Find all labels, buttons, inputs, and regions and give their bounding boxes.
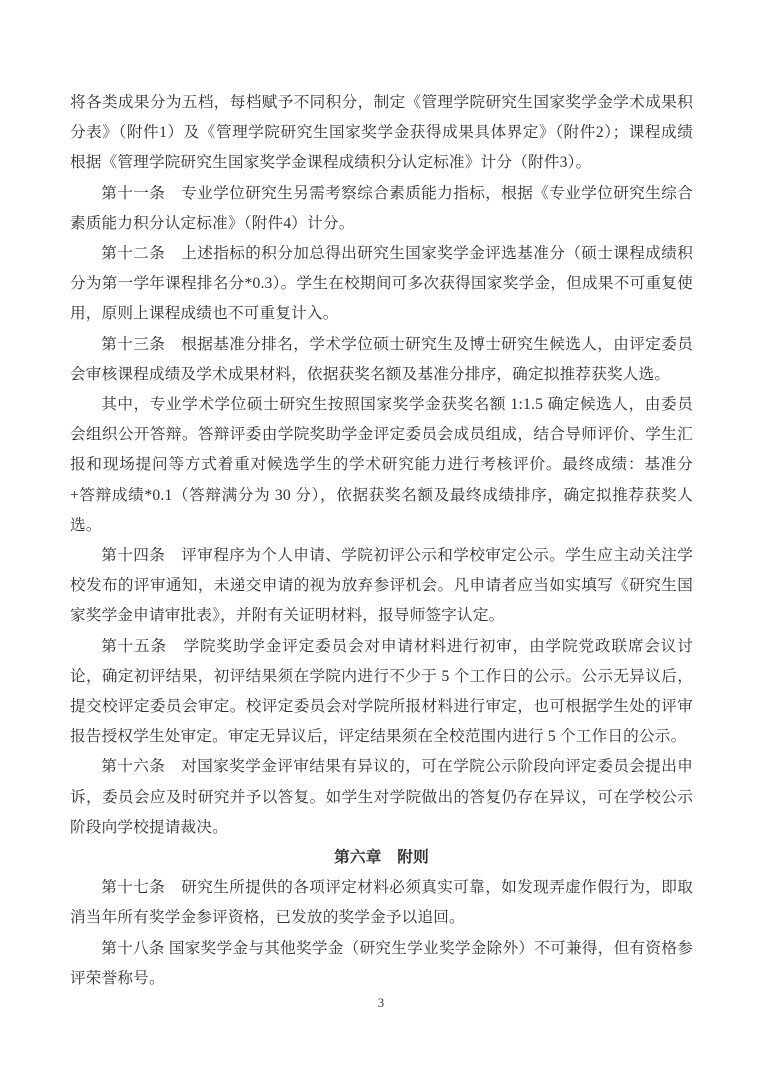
paragraph-article-18: 第十八条 国家奖学金与其他奖学金（研究生学业奖学金除外）不可兼得，但有资格参评荣誉称号。: [70, 939, 693, 987]
paragraph-article-15: 第十五条 学院奖助学金评定委员会对申请材料进行初审，由学院党政联席会议讨论，确定初评结果，初评结果须在学院内进行不少于 5 个工作日的公示。公示无异议后，提交校评定委员会审定。校评定委员会对学院所报材料进行审定，也可根据学生处的评审报告授权学生处审定。审定无异议后，评定结果须在全校范围内进行 5 个工作日的公示。: [70, 637, 693, 746]
chapter-heading: 第六章 附则: [334, 849, 429, 867]
paragraph-article-11: 第十一条 专业学位研究生另需考察综合素质能力指标，根据《专业学位研究生综合素质能力积分认定标准》（附件4）计分。: [70, 184, 693, 232]
paragraph-article-13-supplement: 其中，专业学术学位硕士研究生按照国家奖学金获奖名额 1:1.5 确定候选人，由委员会组织公开答辩。答辩评委由学院奖助学金评定委员会成员组成，结合导师评价、学生汇报和现场提问等方式着重对候选学生的学术研究能力进行考核评价。最终成绩：基准分+答辩成绩*0.1（答辩满分为 30 分），依据获奖名额及最终成绩排序，确定拟推荐获奖人选。: [70, 396, 693, 534]
paragraph-article-12: 第十二条 上述指标的积分加总得出研究生国家奖学金评选基准分（硕士课程成绩积分为第一学年课程排名分*0.3）。学生在校期间可多次获得国家奖学金，但成果不可重复使用，原则上课程成绩也不可重复计入。: [70, 245, 693, 323]
paragraph-article-13: 第十三条 根据基准分排名，学术学位硕士研究生及博士研究生候选人，由评定委员会审核课程成绩及学术成果材料，依据获奖名额及基准分排序，确定拟推荐获奖人选。: [70, 335, 693, 383]
page-content: [70, 88, 693, 994]
paragraph-continuation: 将各类成果分为五档，每档赋予不同积分，制定《管理学院研究生国家奖学金学术成果积分表》（附件1）及《管理学院研究生国家奖学金获得成果具体界定》（附件2）；课程成绩根据《管理学院研究生国家奖学金课程成绩积分认定标准》计分（附件3）。: [70, 94, 693, 172]
paragraph-article-16: 第十六条 对国家奖学金评审结果有异议的，可在学院公示阶段向评定委员会提出申诉，委员会应及时研究并予以答复。如学生对学院做出的答复仍存在异议，可在学校公示阶段向学校提请裁决。: [70, 758, 693, 836]
paragraph-article-17: 第十七条 研究生所提供的各项评定材料必须真实可靠，如发现弄虚作假行为，即取消当年所有奖学金参评资格，已发放的奖学金予以追回。: [70, 879, 693, 927]
page-number: 3: [377, 996, 385, 1010]
paragraph-article-14: 第十四条 评审程序为个人申请、学院初评公示和学校审定公示。学生应主动关注学校发布的评审通知，未递交申请的视为放弃参评机会。凡申请者应当如实填写《研究生国家奖学金申请审批表》，并附有关证明材料，报导师签字认定。: [70, 547, 693, 625]
